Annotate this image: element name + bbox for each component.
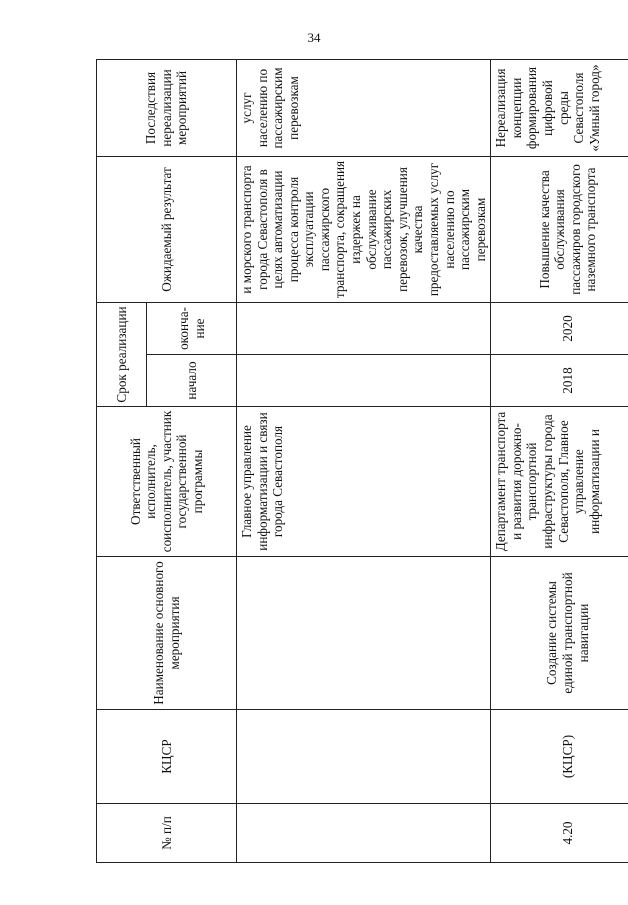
header-end: оконча-ние bbox=[147, 302, 237, 354]
header-num: № п/п bbox=[97, 804, 237, 863]
header-result: Ожидаемый результат bbox=[97, 156, 237, 302]
cell-name bbox=[237, 557, 491, 710]
cell-num: 4.20 bbox=[491, 804, 628, 863]
rotated-table-wrapper bbox=[96, 60, 602, 863]
activities-table bbox=[96, 59, 628, 863]
cell-result: и морского транспорта города Севастополя в целях автоматизации процесса контроля эксплуатации пассажирского транспорта, сокращения издержек на обслуживание пассажирских перевозок, улучшения качества предоставляемых услуг населению по пассажирским перевозкам bbox=[237, 156, 491, 302]
cell-responsible: Департамент транспорта и развития дорожно-транспортной инфраструктуры города Севастополя, Главное управление информатизации и bbox=[491, 407, 628, 557]
page-number: 34 bbox=[307, 30, 321, 45]
header-kcsr: КЦСР bbox=[97, 710, 237, 804]
cell-start bbox=[237, 355, 491, 407]
header-responsible: Ответственный исполнитель, соисполнитель, участник государственной программы bbox=[97, 407, 237, 557]
cell-name: Создание системы единой транспортной навигации bbox=[491, 557, 628, 710]
cell-kcsr bbox=[237, 710, 491, 804]
cell-consequences: услуг населению по пассажирским перевозкам bbox=[237, 59, 491, 156]
cell-end bbox=[237, 302, 491, 354]
header-start: начало bbox=[147, 355, 237, 407]
header-period: Срок реализации bbox=[97, 302, 147, 406]
cell-num bbox=[237, 804, 491, 863]
table-row bbox=[491, 59, 628, 862]
cell-kcsr: (КЦСР) bbox=[491, 710, 628, 804]
header-name: Наименование основного мероприятия bbox=[97, 557, 237, 710]
cell-result: Повышение качества обслуживания пассажиров городского наземного транспорта bbox=[491, 156, 628, 302]
cell-responsible: Главное управление информатизации и связи города Севастополя bbox=[237, 407, 491, 557]
cell-start: 2018 bbox=[491, 355, 628, 407]
cell-consequences: Нереализация концепции формирования цифровой среды Севастополя «Умный город» bbox=[491, 59, 628, 156]
cell-end: 2020 bbox=[491, 302, 628, 354]
table-row bbox=[237, 59, 491, 862]
header-consequences: Последствия нереализации мероприятий bbox=[97, 59, 237, 156]
